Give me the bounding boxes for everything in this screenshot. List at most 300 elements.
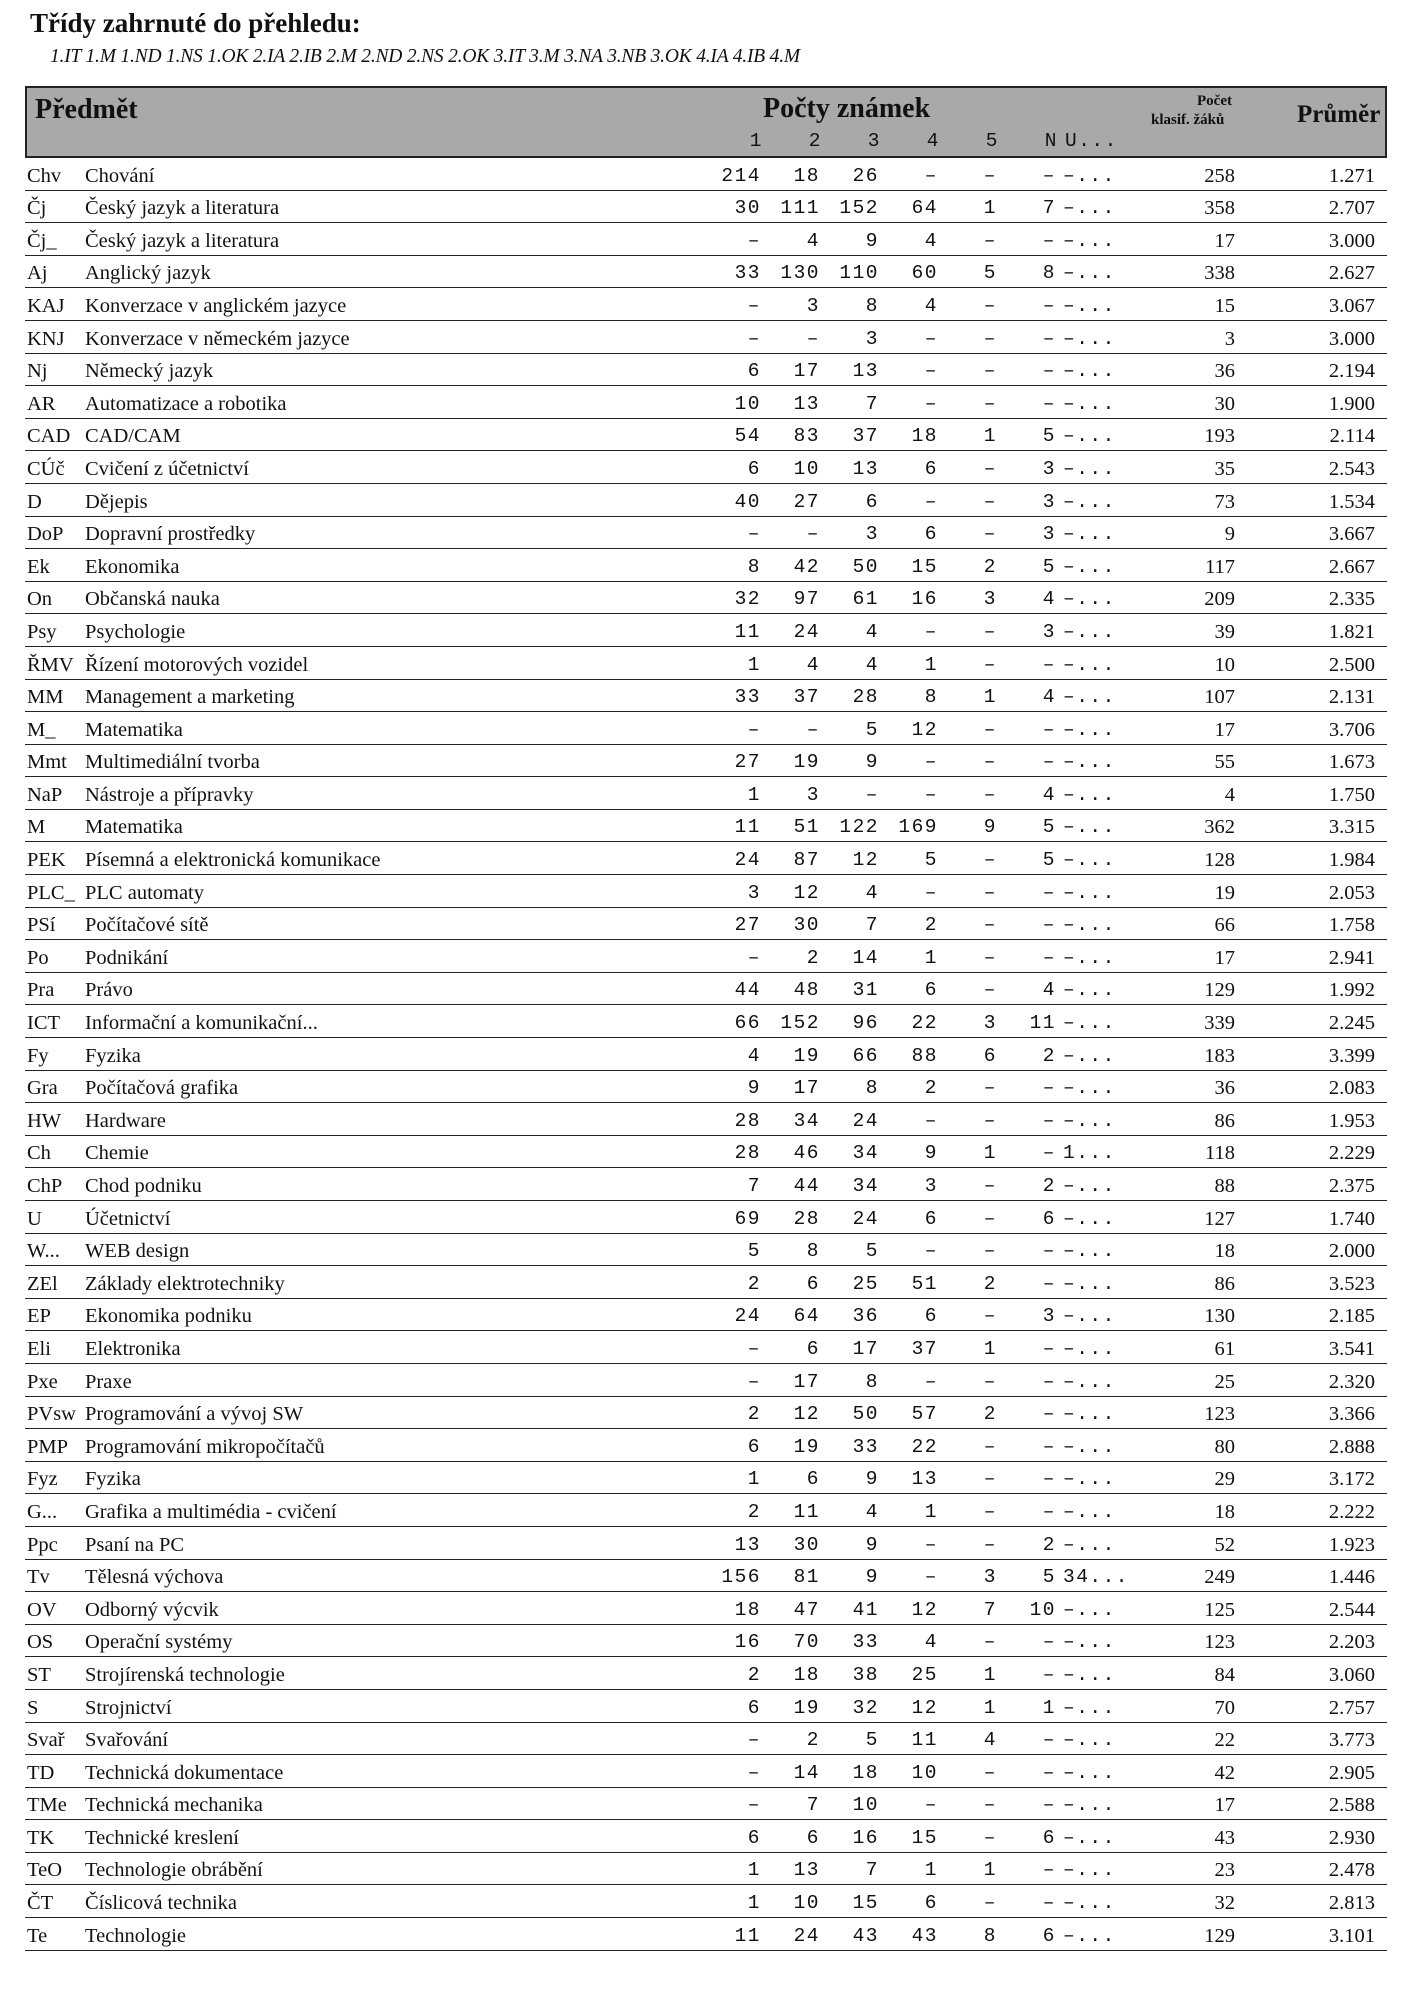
subject-name: Psychologie — [85, 620, 186, 643]
grade-1-count: 28 — [734, 1109, 761, 1132]
table-row — [25, 1331, 1387, 1364]
grade-n-count: – — [1042, 1109, 1056, 1132]
grade-n-count: 11 — [1029, 1012, 1056, 1035]
grade-2-count: 10 — [793, 1892, 820, 1915]
grade-1-count: 11 — [734, 620, 761, 643]
grade-3-count: 9 — [865, 751, 879, 774]
grade-1-count: 28 — [734, 1142, 761, 1165]
grade-4-count: 6 — [924, 523, 938, 546]
grade-3-count: 50 — [852, 555, 879, 578]
average-grade: 1.740 — [1328, 1207, 1375, 1230]
grade-1-count: 13 — [734, 1533, 761, 1556]
grade-u-count: –... — [1063, 229, 1116, 252]
average-grade: 2.131 — [1328, 686, 1375, 709]
table-row — [25, 191, 1387, 224]
table-row — [25, 419, 1387, 452]
subject-name: Fyzika — [85, 1044, 141, 1067]
table-row — [25, 1168, 1387, 1201]
grade-1-count: 11 — [734, 816, 761, 839]
grade-2-count: 18 — [793, 164, 820, 187]
table-row — [25, 1462, 1387, 1495]
grade-u-count: –... — [1063, 1272, 1116, 1295]
table-row — [25, 1690, 1387, 1723]
page-title: Třídy zahrnuté do přehledu: — [30, 8, 361, 38]
grade-3-count: 28 — [852, 686, 879, 709]
header-grade-u: U... — [1065, 130, 1118, 152]
table-row — [25, 1038, 1387, 1071]
subject-abbreviation: U — [27, 1207, 42, 1230]
subject-name: Dějepis — [85, 490, 148, 513]
grade-u-count: –... — [1063, 718, 1116, 741]
grade-4-count: – — [924, 327, 938, 350]
student-count: 129 — [1204, 1924, 1235, 1947]
grade-4-count: 2 — [924, 1077, 938, 1100]
subject-abbreviation: S — [27, 1696, 39, 1719]
grade-u-count: –... — [1063, 1240, 1116, 1263]
subject-abbreviation: AR — [27, 392, 56, 415]
subject-name: Dopravní prostředky — [85, 523, 256, 546]
average-grade: 3.000 — [1328, 327, 1375, 350]
grade-4-count: 22 — [911, 1012, 938, 1035]
grade-3-count: 24 — [852, 1207, 879, 1230]
grade-2-count: – — [806, 523, 820, 546]
subject-abbreviation: KAJ — [27, 294, 65, 317]
header-grade-n: N — [1044, 130, 1058, 152]
student-count: 70 — [1214, 1696, 1235, 1719]
average-grade: 3.523 — [1328, 1272, 1375, 1295]
grade-3-count: 122 — [839, 816, 879, 839]
grade-n-count: – — [1042, 1500, 1056, 1523]
subject-abbreviation: ZEl — [27, 1272, 58, 1295]
student-count: 86 — [1214, 1272, 1235, 1295]
grade-1-count: 24 — [734, 849, 761, 872]
grade-2-count: 4 — [806, 653, 820, 676]
grade-3-count: 5 — [865, 1729, 879, 1752]
grade-5-count: 1 — [983, 1663, 997, 1686]
grade-n-count: – — [1042, 946, 1056, 969]
grade-5-count: – — [983, 1370, 997, 1393]
grade-1-count: – — [747, 294, 761, 317]
grade-u-count: –... — [1063, 653, 1116, 676]
grade-2-count: 152 — [780, 1012, 820, 1035]
grade-n-count: 5 — [1042, 816, 1056, 839]
grade-1-count: 6 — [747, 1696, 761, 1719]
grade-5-count: 9 — [983, 816, 997, 839]
average-grade: 3.366 — [1328, 1403, 1375, 1426]
average-grade: 3.172 — [1328, 1468, 1375, 1491]
grade-5-count: – — [983, 849, 997, 872]
average-grade: 3.773 — [1328, 1729, 1375, 1752]
subject-abbreviation: TeO — [27, 1859, 62, 1882]
grade-5-count: – — [983, 360, 997, 383]
grade-4-count: 1 — [924, 1859, 938, 1882]
grade-1-count: 27 — [734, 914, 761, 937]
student-count: 22 — [1214, 1729, 1235, 1752]
grade-1-count: – — [747, 1794, 761, 1817]
grade-5-count: – — [983, 914, 997, 937]
header-grade-5: 5 — [985, 130, 999, 152]
subject-abbreviation: DoP — [27, 523, 64, 546]
table-row — [25, 1657, 1387, 1690]
grade-u-count: –... — [1063, 686, 1116, 709]
grade-4-count: 6 — [924, 457, 938, 480]
student-count: 86 — [1214, 1109, 1235, 1132]
grade-n-count: – — [1042, 1403, 1056, 1426]
grade-u-count: –... — [1063, 327, 1116, 350]
grade-2-count: 48 — [793, 979, 820, 1002]
grade-n-count: – — [1042, 914, 1056, 937]
grade-1-count: 18 — [734, 1598, 761, 1621]
subject-name: Technické kreslení — [85, 1826, 239, 1849]
table-row — [25, 1103, 1387, 1136]
grade-3-count: 17 — [852, 1337, 879, 1360]
subject-abbreviation: OS — [27, 1631, 54, 1654]
grade-n-count: 3 — [1042, 1305, 1056, 1328]
student-count: 18 — [1214, 1240, 1235, 1263]
table-row — [25, 712, 1387, 745]
subject-name: Svařování — [85, 1729, 169, 1752]
grade-n-count: – — [1042, 164, 1056, 187]
grade-5-count: 2 — [983, 1272, 997, 1295]
grade-n-count: – — [1042, 392, 1056, 415]
grade-1-count: 6 — [747, 1435, 761, 1458]
grade-5-count: – — [983, 1468, 997, 1491]
grade-4-count: 5 — [924, 849, 938, 872]
grade-4-count: 25 — [911, 1663, 938, 1686]
subject-abbreviation: PVsw — [27, 1403, 76, 1426]
grade-4-count: 1 — [924, 1500, 938, 1523]
grade-n-count: – — [1042, 327, 1056, 350]
grade-3-count: 4 — [865, 881, 879, 904]
grade-n-count: 5 — [1042, 555, 1056, 578]
grade-u-count: –... — [1063, 392, 1116, 415]
grade-u-count: –... — [1063, 1077, 1116, 1100]
subject-name: Ekonomika podniku — [85, 1305, 252, 1328]
grade-u-count: –... — [1063, 1305, 1116, 1328]
grade-4-count: – — [924, 751, 938, 774]
subject-abbreviation: Fyz — [27, 1468, 58, 1491]
grade-4-count: 4 — [924, 229, 938, 252]
grade-2-count: 27 — [793, 490, 820, 513]
subject-abbreviation: M — [27, 816, 46, 839]
grade-3-count: – — [865, 783, 879, 806]
student-count: 209 — [1204, 588, 1235, 611]
grade-5-count: – — [983, 751, 997, 774]
grade-n-count: 4 — [1042, 588, 1056, 611]
grade-5-count: – — [983, 946, 997, 969]
grade-5-count: 4 — [983, 1729, 997, 1752]
grade-n-count: – — [1042, 1631, 1056, 1654]
table-row — [25, 1201, 1387, 1234]
grade-3-count: 34 — [852, 1142, 879, 1165]
average-grade: 2.203 — [1328, 1631, 1375, 1654]
student-count: 193 — [1204, 425, 1235, 448]
grade-3-count: 12 — [852, 849, 879, 872]
subject-abbreviation: TD — [27, 1761, 55, 1784]
subject-abbreviation: Pxe — [27, 1370, 58, 1393]
grade-5-count: – — [983, 1631, 997, 1654]
grade-2-count: 47 — [793, 1598, 820, 1621]
subject-name: Základy elektrotechniky — [85, 1272, 285, 1295]
student-count: 55 — [1214, 751, 1235, 774]
grade-n-count: 3 — [1042, 490, 1056, 513]
grade-1-count: 27 — [734, 751, 761, 774]
grade-n-count: – — [1042, 1729, 1056, 1752]
average-grade: 2.053 — [1328, 881, 1375, 904]
grade-2-count: 6 — [806, 1826, 820, 1849]
grade-2-count: 12 — [793, 881, 820, 904]
grade-5-count: – — [983, 1175, 997, 1197]
grade-n-count: – — [1042, 1370, 1056, 1393]
average-grade: 1.923 — [1328, 1533, 1375, 1556]
average-grade: 1.271 — [1328, 164, 1375, 187]
student-count: 66 — [1214, 914, 1235, 937]
student-count: 35 — [1214, 457, 1235, 480]
student-count: 84 — [1214, 1663, 1235, 1686]
grade-2-count: 19 — [793, 1696, 820, 1719]
grade-2-count: 2 — [806, 1729, 820, 1752]
grade-2-count: 30 — [793, 1533, 820, 1556]
grade-4-count: – — [924, 1794, 938, 1817]
table-row — [25, 1755, 1387, 1788]
grade-1-count: 8 — [747, 555, 761, 578]
student-count: 17 — [1214, 718, 1235, 741]
table-row — [25, 1005, 1387, 1038]
student-count: 80 — [1214, 1435, 1235, 1458]
grade-n-count: – — [1042, 653, 1056, 676]
student-count: 107 — [1204, 686, 1235, 709]
table-row — [25, 451, 1387, 484]
grade-u-count: –... — [1063, 1468, 1116, 1491]
grade-4-count: – — [924, 1533, 938, 1556]
grade-1-count: 16 — [734, 1631, 761, 1654]
table-row — [25, 1136, 1387, 1169]
grade-5-count: 1 — [983, 425, 997, 448]
subject-name: Český jazyk a literatura — [85, 229, 280, 252]
grade-4-count: 43 — [911, 1924, 938, 1947]
grade-n-count: 10 — [1029, 1598, 1056, 1621]
grade-1-count: 2 — [747, 1403, 761, 1426]
subject-abbreviation: CAD — [27, 425, 71, 448]
grade-1-count: 9 — [747, 1077, 761, 1100]
grade-4-count: 1 — [924, 946, 938, 969]
grade-4-count: – — [924, 1370, 938, 1393]
average-grade: 2.478 — [1328, 1859, 1375, 1882]
grade-3-count: 3 — [865, 327, 879, 350]
grade-u-count: –... — [1063, 1109, 1116, 1132]
subject-name: Technická mechanika — [85, 1794, 263, 1817]
grade-2-count: 70 — [793, 1631, 820, 1654]
grade-3-count: 110 — [839, 262, 879, 285]
grade-2-count: 24 — [793, 1924, 820, 1947]
header-subject: Předmět — [35, 94, 138, 125]
subject-abbreviation: Psy — [27, 620, 57, 643]
grade-2-count: 24 — [793, 620, 820, 643]
grade-n-count: – — [1042, 294, 1056, 317]
grade-3-count: 13 — [852, 360, 879, 383]
grade-1-count: 10 — [734, 392, 761, 415]
grade-2-count: – — [806, 327, 820, 350]
grade-2-count: 6 — [806, 1337, 820, 1360]
grade-5-count: – — [983, 1533, 997, 1556]
average-grade: 2.222 — [1328, 1500, 1375, 1523]
grade-2-count: 19 — [793, 1435, 820, 1458]
subject-name: Konverzace v německém jazyce — [85, 327, 350, 350]
subject-abbreviation: PSí — [27, 914, 56, 937]
grade-5-count: 5 — [983, 262, 997, 285]
subject-name: Technologie obrábění — [85, 1859, 263, 1882]
grade-u-count: –... — [1063, 783, 1116, 806]
subject-name: Chování — [85, 164, 155, 187]
table-row — [25, 223, 1387, 256]
grade-u-count: –... — [1063, 816, 1116, 839]
grade-3-count: 33 — [852, 1631, 879, 1654]
grade-u-count: –... — [1063, 751, 1116, 774]
grade-u-count: –... — [1063, 1370, 1116, 1393]
grade-4-count: 22 — [911, 1435, 938, 1458]
student-count: 42 — [1214, 1761, 1235, 1784]
grade-u-count: –... — [1063, 1663, 1116, 1686]
table-row — [25, 386, 1387, 419]
grade-3-count: 16 — [852, 1826, 879, 1849]
grade-2-count: 2 — [806, 946, 820, 969]
grade-2-count: 44 — [793, 1175, 820, 1197]
subject-abbreviation: CÚč — [27, 457, 65, 480]
average-grade: 3.067 — [1328, 294, 1375, 317]
student-count: 125 — [1204, 1598, 1235, 1621]
grade-5-count: 1 — [983, 1696, 997, 1719]
grade-1-count: 6 — [747, 360, 761, 383]
student-count: 338 — [1204, 262, 1235, 285]
table-row — [25, 1494, 1387, 1527]
grade-5-count: – — [983, 523, 997, 546]
grade-5-count: – — [983, 783, 997, 806]
grade-5-count: – — [983, 229, 997, 252]
subject-abbreviation: MM — [27, 686, 64, 709]
grade-2-count: 42 — [793, 555, 820, 578]
grade-1-count: 30 — [734, 197, 761, 220]
grade-5-count: – — [983, 490, 997, 513]
grade-n-count: 7 — [1042, 197, 1056, 220]
table-row — [25, 1723, 1387, 1756]
grade-u-count: –... — [1063, 1924, 1116, 1947]
table-row — [25, 1266, 1387, 1299]
grade-u-count: –... — [1063, 457, 1116, 480]
table-row — [25, 1820, 1387, 1853]
grade-4-count: 4 — [924, 294, 938, 317]
grade-n-count: – — [1042, 229, 1056, 252]
subject-name: WEB design — [85, 1240, 190, 1263]
grade-1-count: 2 — [747, 1272, 761, 1295]
subject-name: Programování a vývoj SW — [85, 1403, 304, 1426]
student-count: 30 — [1214, 392, 1235, 415]
table-row — [25, 1592, 1387, 1625]
table-row — [25, 1560, 1387, 1593]
grade-n-count: 3 — [1042, 457, 1056, 480]
grade-4-count: – — [924, 490, 938, 513]
average-grade: 1.953 — [1328, 1109, 1375, 1132]
average-grade: 2.544 — [1328, 1598, 1375, 1621]
grade-3-count: 4 — [865, 653, 879, 676]
grade-u-count: –... — [1063, 425, 1116, 448]
student-count: 130 — [1204, 1305, 1235, 1328]
average-grade: 1.750 — [1328, 783, 1375, 806]
subject-name: Český jazyk a literatura — [85, 197, 280, 220]
student-count: 32 — [1214, 1892, 1235, 1915]
grade-1-count: – — [747, 1370, 761, 1393]
grade-5-count: – — [983, 457, 997, 480]
grade-4-count: 12 — [911, 1696, 938, 1719]
grade-n-count: – — [1042, 1337, 1056, 1360]
subject-abbreviation: Svař — [27, 1729, 65, 1752]
grade-u-count: –... — [1063, 1403, 1116, 1426]
student-count: 129 — [1204, 979, 1235, 1002]
grade-2-count: 34 — [793, 1109, 820, 1132]
grade-3-count: 9 — [865, 1566, 879, 1589]
average-grade: 2.194 — [1328, 360, 1375, 383]
grade-3-count: 96 — [852, 1012, 879, 1035]
table-header — [25, 86, 1387, 158]
table-row — [25, 745, 1387, 778]
subject-name: Ekonomika — [85, 555, 180, 578]
student-count: 249 — [1204, 1566, 1235, 1589]
grade-n-count: 4 — [1042, 979, 1056, 1002]
grade-u-count: –... — [1063, 979, 1116, 1002]
subject-name: Informační a komunikační... — [85, 1012, 318, 1035]
grade-5-count: – — [983, 1500, 997, 1523]
subject-abbreviation: Te — [27, 1924, 48, 1947]
average-grade: 2.000 — [1328, 1240, 1375, 1263]
grade-n-count: – — [1042, 1761, 1056, 1784]
subject-abbreviation: Nj — [27, 360, 48, 383]
student-count: 17 — [1214, 1794, 1235, 1817]
subject-abbreviation: On — [27, 588, 53, 611]
grade-5-count: – — [983, 620, 997, 643]
grade-4-count: 169 — [898, 816, 938, 839]
subject-name: CAD/CAM — [85, 425, 181, 448]
grade-3-count: 61 — [852, 588, 879, 611]
subject-name: Matematika — [85, 718, 183, 741]
grade-u-count: –... — [1063, 1859, 1116, 1882]
subject-abbreviation: OV — [27, 1598, 57, 1621]
grade-3-count: 25 — [852, 1272, 879, 1295]
grade-5-count: 2 — [983, 555, 997, 578]
grade-5-count: – — [983, 392, 997, 415]
grade-u-count: –... — [1063, 197, 1116, 220]
grade-3-count: 9 — [865, 1468, 879, 1491]
table-row — [25, 158, 1387, 191]
grade-5-count: – — [983, 1761, 997, 1784]
subject-name: Praxe — [85, 1370, 132, 1393]
grade-n-count: 3 — [1042, 620, 1056, 643]
subject-name: Chod podniku — [85, 1175, 202, 1197]
grade-u-count: –... — [1063, 1044, 1116, 1067]
grade-3-count: 33 — [852, 1435, 879, 1458]
grade-1-count: 156 — [721, 1566, 761, 1589]
grade-2-count: 7 — [806, 1794, 820, 1817]
student-count: 29 — [1214, 1468, 1235, 1491]
average-grade: 2.930 — [1328, 1826, 1375, 1849]
average-grade: 2.627 — [1328, 262, 1375, 285]
student-count: 362 — [1204, 816, 1235, 839]
table-row — [25, 777, 1387, 810]
grade-4-count: 3 — [924, 1175, 938, 1197]
header-grade-2: 2 — [808, 130, 822, 152]
average-grade: 2.335 — [1328, 588, 1375, 611]
grade-1-count: 33 — [734, 262, 761, 285]
grade-u-count: –... — [1063, 360, 1116, 383]
grade-5-count: – — [983, 294, 997, 317]
